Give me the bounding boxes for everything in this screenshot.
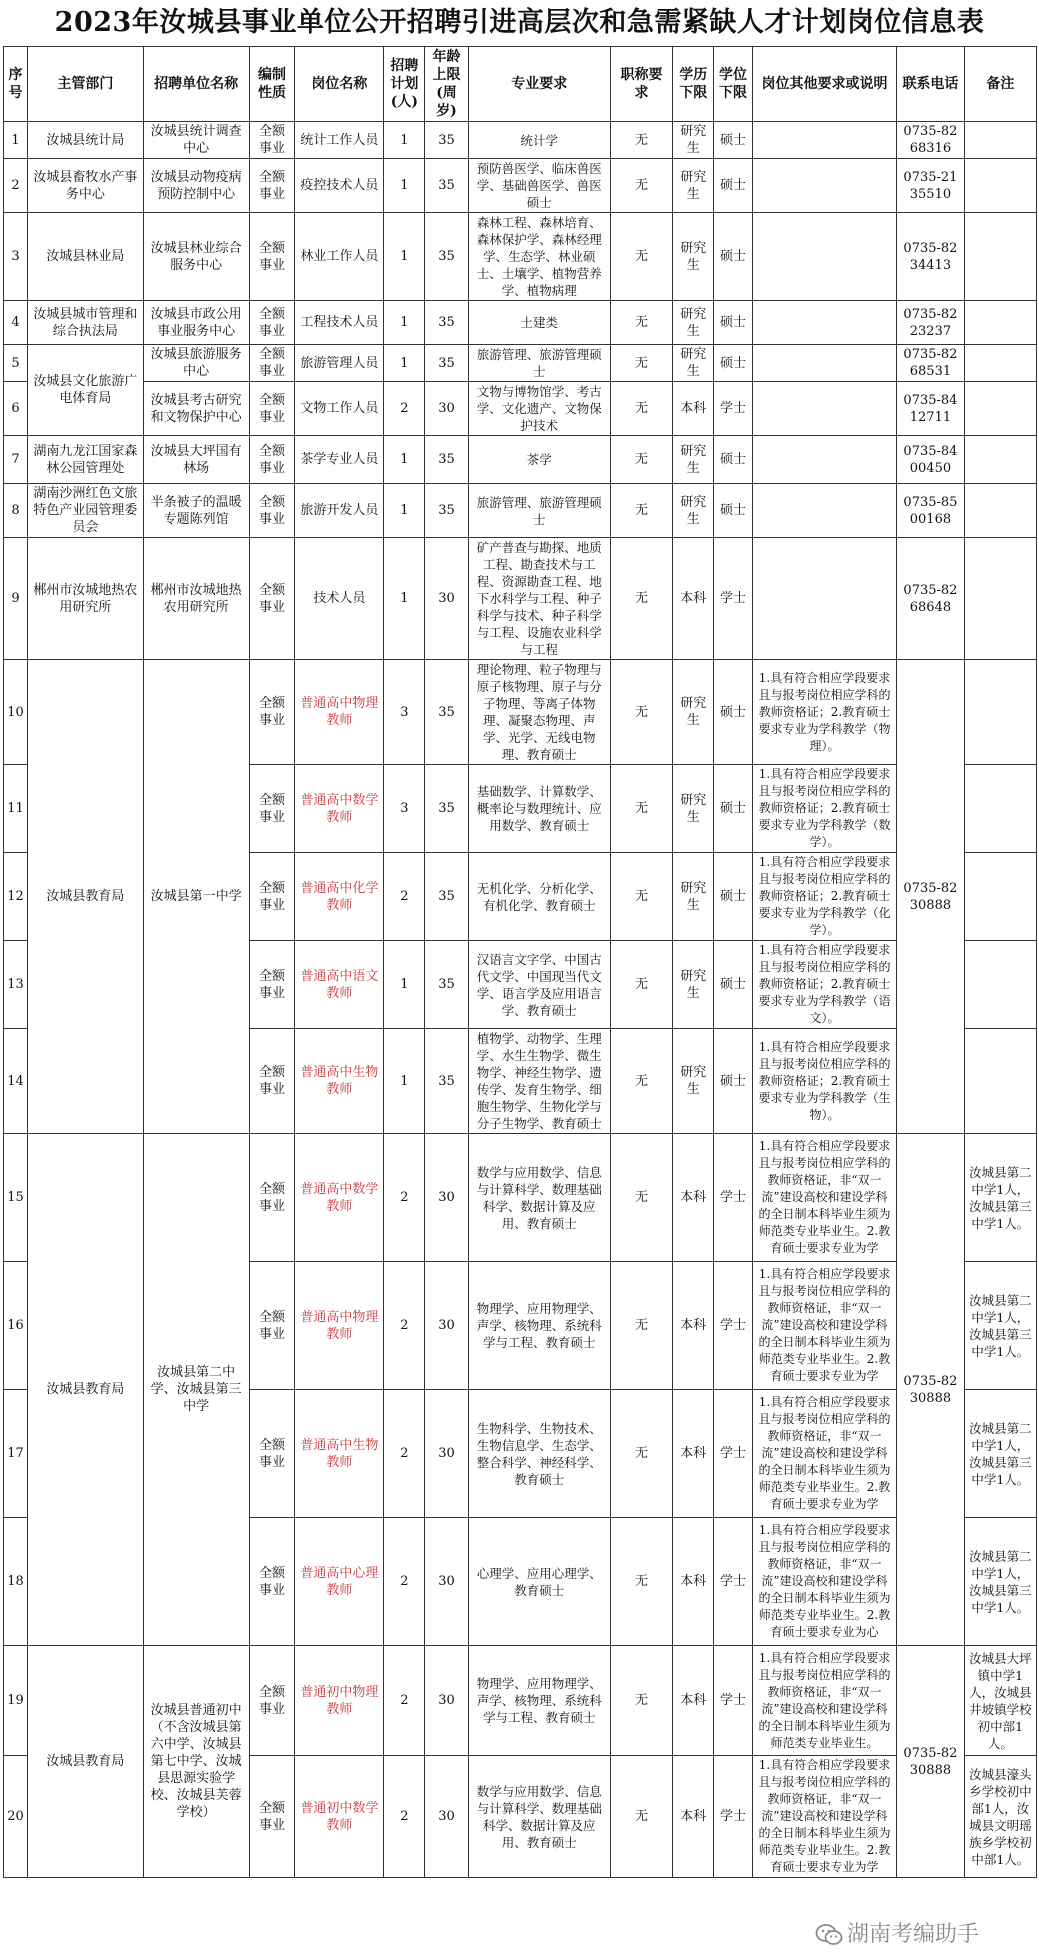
cell-age: 35: [425, 301, 468, 345]
cell-count: 2: [384, 1262, 425, 1390]
cell-post: 工程技术人员: [295, 301, 384, 345]
cell-edu: 本科: [673, 1390, 714, 1518]
cell-degree: 硕士: [714, 660, 753, 765]
cell-notes: [752, 159, 896, 213]
cell-dept: 汝城县畜牧水产事务中心: [28, 159, 144, 213]
cell-age: 35: [425, 436, 468, 484]
cell-count: 3: [384, 765, 425, 853]
cell-count: 2: [384, 1756, 425, 1878]
cell-major: 数学与应用数学、信息与计算科学、数理基础科学、数据计算及应用、教育硕士: [468, 1134, 610, 1262]
cell-major: 生物科学、生物技术、生物信息学、生态学、整合科学、神经科学、教育硕士: [468, 1390, 610, 1518]
cell-major: 旅游管理、旅游管理硕士: [468, 345, 610, 382]
cell-rank: 无: [610, 1518, 673, 1646]
cell-phone: 0735-8400450: [897, 436, 964, 484]
cell-degree: 硕士: [714, 301, 753, 345]
cell-rank: 无: [610, 382, 673, 436]
cell-major: 森林工程、森林培育、森林保护学、森林经理学、生态学、林业硕士、土壤学、植物营养学、植物病理: [468, 213, 610, 301]
cell-count: 1: [384, 345, 425, 382]
cell-edu: 研究生: [673, 941, 714, 1029]
cell-count: 1: [384, 941, 425, 1029]
cell-no: 14: [4, 1029, 28, 1134]
cell-unit: 汝城县林业综合服务中心: [143, 213, 249, 301]
cell-remark: [964, 436, 1036, 484]
header-major: 专业要求: [468, 47, 610, 122]
cell-notes: [752, 122, 896, 159]
cell-post: 茶学专业人员: [295, 436, 384, 484]
cell-remark: [964, 765, 1036, 853]
cell-type: 全额事业: [249, 660, 295, 765]
cell-dept: 郴州市汝城地热农用研究所: [28, 538, 144, 660]
cell-type: 全额事业: [249, 538, 295, 660]
cell-type: 全额事业: [249, 1518, 295, 1646]
cell-rank: 无: [610, 1262, 673, 1390]
cell-age: 35: [425, 941, 468, 1029]
cell-major: 基础数学、计算数学、概率论与数理统计、应用数学、教育硕士: [468, 765, 610, 853]
cell-unit: 汝城县大坪国有林场: [143, 436, 249, 484]
cell-edu: 本科: [673, 1518, 714, 1646]
cell-post: 普通高中数学教师: [295, 1134, 384, 1262]
cell-post: 普通高中语文教师: [295, 941, 384, 1029]
cell-no: 7: [4, 436, 28, 484]
cell-no: 18: [4, 1518, 28, 1646]
header-row: [4, 47, 1037, 122]
cell-no: 15: [4, 1134, 28, 1262]
cell-degree: 硕士: [714, 345, 753, 382]
cell-count: 1: [384, 1029, 425, 1134]
cell-type: 全额事业: [249, 345, 295, 382]
cell-dept: 湖南九龙江国家森林公园管理处: [28, 436, 144, 484]
cell-no: 19: [4, 1646, 28, 1756]
cell-count: 2: [384, 1518, 425, 1646]
cell-unit: 半条被子的温暖专题陈列馆: [143, 484, 249, 538]
cell-rank: 无: [610, 765, 673, 853]
cell-degree: 学士: [714, 1518, 753, 1646]
cell-phone: 0735-8230888: [897, 1646, 964, 1878]
cell-major: 数学与应用数学、信息与计算科学、数理基础科学、数据计算及应用、教育硕士: [468, 1756, 610, 1878]
cell-edu: 研究生: [673, 436, 714, 484]
cell-count: 1: [384, 538, 425, 660]
cell-post: 普通高中心理教师: [295, 1518, 384, 1646]
cell-major: 旅游管理、旅游管理硕士: [468, 484, 610, 538]
cell-age: 35: [425, 765, 468, 853]
cell-type: 全额事业: [249, 1029, 295, 1134]
cell-count: 1: [384, 301, 425, 345]
cell-age: 35: [425, 213, 468, 301]
table-row: [4, 159, 1037, 213]
cell-no: 10: [4, 660, 28, 765]
cell-post: 普通初中数学教师: [295, 1756, 384, 1878]
cell-count: 3: [384, 660, 425, 765]
cell-edu: 本科: [673, 1262, 714, 1390]
cell-count: 2: [384, 1390, 425, 1518]
cell-rank: 无: [610, 1134, 673, 1262]
cell-edu: 研究生: [673, 484, 714, 538]
cell-no: 12: [4, 853, 28, 941]
cell-phone: 0735-8500168: [897, 484, 964, 538]
cell-degree: 硕士: [714, 213, 753, 301]
cell-rank: 无: [610, 853, 673, 941]
cell-post: 普通高中数学教师: [295, 765, 384, 853]
table-row: [4, 345, 1037, 382]
cell-type: 全额事业: [249, 1646, 295, 1756]
cell-age: 35: [425, 660, 468, 765]
cell-dept: 汝城县教育局: [28, 660, 144, 1134]
cell-post: 旅游管理人员: [295, 345, 384, 382]
cell-degree: 学士: [714, 1646, 753, 1756]
cell-age: 35: [425, 159, 468, 213]
cell-edu: 研究生: [673, 765, 714, 853]
table-row: [4, 1134, 1037, 1262]
cell-type: 全额事业: [249, 301, 295, 345]
cell-remark: [964, 484, 1036, 538]
cell-age: 30: [425, 1646, 468, 1756]
cell-post: 普通高中生物教师: [295, 1390, 384, 1518]
cell-no: 4: [4, 301, 28, 345]
cell-edu: 本科: [673, 538, 714, 660]
header-no: 序号: [4, 47, 28, 122]
cell-degree: 学士: [714, 538, 753, 660]
cell-type: 全额事业: [249, 213, 295, 301]
cell-age: 35: [425, 853, 468, 941]
cell-major: 统计学: [468, 122, 610, 159]
cell-remark: [964, 301, 1036, 345]
table-row: [4, 301, 1037, 345]
cell-remark: 汝城县第二中学1人，汝城县第三中学1人。: [964, 1390, 1036, 1518]
header-dept: 主管部门: [28, 47, 144, 122]
cell-notes: 1.具有符合相应学段要求且与报考岗位相应学科的教师资格证；2.教育硕士要求专业为学科教学（数学）。: [752, 765, 896, 853]
cell-age: 35: [425, 122, 468, 159]
cell-degree: 学士: [714, 1756, 753, 1878]
cell-type: 全额事业: [249, 382, 295, 436]
cell-no: 3: [4, 213, 28, 301]
cell-remark: [964, 538, 1036, 660]
cell-phone: 0735-8223237: [897, 301, 964, 345]
cell-major: 理论物理、粒子物理与原子核物理、原子与分子物理、等离子体物理、凝聚态物理、声学、光学、无线电物理、教育硕士: [468, 660, 610, 765]
cell-no: 6: [4, 382, 28, 436]
cell-type: 全额事业: [249, 765, 295, 853]
cell-degree: 学士: [714, 1390, 753, 1518]
cell-major: 汉语言文字学、中国古代文学、中国现当代文学、语言学及应用语言学、教育硕士: [468, 941, 610, 1029]
cell-edu: 研究生: [673, 853, 714, 941]
cell-dept: 汝城县教育局: [28, 1646, 144, 1878]
cell-rank: 无: [610, 1756, 673, 1878]
cell-remark: [964, 1029, 1036, 1134]
cell-age: 30: [425, 1756, 468, 1878]
cell-phone: 0735-2135510: [897, 159, 964, 213]
cell-major: 矿产普查与勘探、地质工程、勘查技术与工程、资源勘查工程、地下水科学与工程、种子科学与技术、种子科学与工程、设施农业科学与工程: [468, 538, 610, 660]
watermark-text: 湖南考编助手: [847, 1922, 980, 1947]
cell-edu: 本科: [673, 1646, 714, 1756]
wechat-icon: [815, 1923, 843, 1947]
cell-notes: 1.具有符合相应学段要求且与报考岗位相应学科的教师资格证，非“双一流”建设高校和建设学科的全日制本科毕业生须为师范类专业毕业生。2.教育硕士要求专业为心: [752, 1518, 896, 1646]
cell-type: 全额事业: [249, 484, 295, 538]
cell-no: 16: [4, 1262, 28, 1390]
cell-major: 无机化学、分析化学、有机化学、教育硕士: [468, 853, 610, 941]
cell-type: 全额事业: [249, 122, 295, 159]
cell-degree: 学士: [714, 1134, 753, 1262]
cell-major: 土建类: [468, 301, 610, 345]
cell-rank: 无: [610, 301, 673, 345]
cell-unit: 汝城县考古研究和文物保护中心: [143, 382, 249, 436]
cell-post: 林业工作人员: [295, 213, 384, 301]
cell-dept: 汝城县统计局: [28, 122, 144, 159]
cell-rank: 无: [610, 345, 673, 382]
cell-age: 30: [425, 1518, 468, 1646]
cell-remark: [964, 941, 1036, 1029]
cell-age: 30: [425, 1134, 468, 1262]
cell-no: 8: [4, 484, 28, 538]
cell-edu: 研究生: [673, 213, 714, 301]
cell-phone: 0735-8268316: [897, 122, 964, 159]
cell-notes: [752, 382, 896, 436]
cell-type: 全额事业: [249, 1756, 295, 1878]
cell-dept: 汝城县林业局: [28, 213, 144, 301]
cell-edu: 本科: [673, 1134, 714, 1262]
cell-post: 旅游开发人员: [295, 484, 384, 538]
table-row: [4, 436, 1037, 484]
cell-count: 1: [384, 436, 425, 484]
header-unit: 招聘单位名称: [143, 47, 249, 122]
cell-count: 2: [384, 382, 425, 436]
cell-phone: 0735-8230888: [897, 660, 964, 1134]
cell-type: 全额事业: [249, 853, 295, 941]
header-edu: 学历下限: [673, 47, 714, 122]
cell-dept: 汝城县教育局: [28, 1134, 144, 1646]
cell-age: 35: [425, 345, 468, 382]
cell-degree: 硕士: [714, 765, 753, 853]
cell-no: 1: [4, 122, 28, 159]
cell-type: 全额事业: [249, 1390, 295, 1518]
table-row: [4, 484, 1037, 538]
table-row: [4, 213, 1037, 301]
cell-post: 疫控技术人员: [295, 159, 384, 213]
cell-remark: [964, 382, 1036, 436]
cell-notes: 1.具有符合相应学段要求且与报考岗位相应学科的教师资格证，非“双一流”建设高校和建设学科的全日制本科毕业生须为师范类专业毕业生。2.教育硕士要求专业为学: [752, 1756, 896, 1878]
cell-notes: [752, 538, 896, 660]
cell-count: 1: [384, 122, 425, 159]
cell-type: 全额事业: [249, 941, 295, 1029]
cell-edu: 研究生: [673, 301, 714, 345]
cell-remark: [964, 122, 1036, 159]
cell-rank: 无: [610, 484, 673, 538]
cell-type: 全额事业: [249, 1262, 295, 1390]
cell-phone: 0735-8268531: [897, 345, 964, 382]
cell-remark: [964, 660, 1036, 765]
cell-post: 文物工作人员: [295, 382, 384, 436]
cell-unit: 郴州市汝城地热农用研究所: [143, 538, 249, 660]
cell-type: 全额事业: [249, 436, 295, 484]
cell-type: 全额事业: [249, 1134, 295, 1262]
cell-no: 9: [4, 538, 28, 660]
cell-major: 心理学、应用心理学、教育硕士: [468, 1518, 610, 1646]
cell-remark: 汝城县第二中学1人，汝城县第三中学1人。: [964, 1262, 1036, 1390]
header-type: 编制性质: [249, 47, 295, 122]
cell-unit: 汝城县第二中学、汝城县第三中学: [143, 1134, 249, 1646]
cell-age: 35: [425, 484, 468, 538]
cell-count: 1: [384, 213, 425, 301]
cell-notes: 1.具有符合相应学段要求且与报考岗位相应学科的教师资格证，非“双一流”建设高校和建设学科的全日制本科毕业生须为师范类专业毕业生。: [752, 1646, 896, 1756]
cell-age: 30: [425, 1390, 468, 1518]
cell-age: 30: [425, 382, 468, 436]
cell-age: 35: [425, 1029, 468, 1134]
cell-edu: 研究生: [673, 122, 714, 159]
header-count: 招聘计划(人): [384, 47, 425, 122]
cell-unit: 汝城县普通初中（不含汝城县第六中学、汝城县第七中学、汝城县思源实验学校、汝城县芙蓉学校）: [143, 1646, 249, 1878]
cell-rank: 无: [610, 436, 673, 484]
cell-rank: 无: [610, 1029, 673, 1134]
cell-no: 13: [4, 941, 28, 1029]
cell-rank: 无: [610, 1646, 673, 1756]
cell-edu: 本科: [673, 382, 714, 436]
table-row: [4, 382, 1037, 436]
cell-post: 普通高中生物教师: [295, 1029, 384, 1134]
cell-rank: 无: [610, 122, 673, 159]
cell-rank: 无: [610, 1390, 673, 1518]
header-remark: 备注: [964, 47, 1036, 122]
cell-rank: 无: [610, 538, 673, 660]
cell-phone: 0735-8230888: [897, 1134, 964, 1646]
header-rank: 职称要求: [610, 47, 673, 122]
header-notes: 岗位其他要求或说明: [752, 47, 896, 122]
cell-unit: 汝城县动物疫病预防控制中心: [143, 159, 249, 213]
cell-unit: 汝城县第一中学: [143, 660, 249, 1134]
cell-notes: 1.具有符合相应学段要求且与报考岗位相应学科的教师资格证；2.教育硕士要求专业为学科教学（物理）。: [752, 660, 896, 765]
cell-dept: 汝城县文化旅游广电体育局: [28, 345, 144, 436]
cell-edu: 研究生: [673, 660, 714, 765]
cell-remark: [964, 345, 1036, 382]
cell-rank: 无: [610, 941, 673, 1029]
cell-edu: 本科: [673, 1756, 714, 1878]
watermark: [815, 1918, 979, 1952]
cell-remark: [964, 853, 1036, 941]
cell-remark: [964, 159, 1036, 213]
cell-post: 技术人员: [295, 538, 384, 660]
cell-major: 预防兽医学、临床兽医学、基础兽医学、兽医硕士: [468, 159, 610, 213]
cell-rank: 无: [610, 159, 673, 213]
cell-major: 物理学、应用物理学、声学、核物理、系统科学与工程、教育硕士: [468, 1262, 610, 1390]
cell-degree: 硕士: [714, 853, 753, 941]
cell-notes: 1.具有符合相应学段要求且与报考岗位相应学科的教师资格证，非“双一流”建设高校和建设学科的全日制本科毕业生须为师范类专业毕业生。2.教育硕士要求专业为学: [752, 1262, 896, 1390]
cell-degree: 硕士: [714, 122, 753, 159]
cell-age: 30: [425, 1262, 468, 1390]
cell-post: 普通高中物理教师: [295, 1262, 384, 1390]
cell-unit: 汝城县统计调查中心: [143, 122, 249, 159]
cell-no: 5: [4, 345, 28, 382]
cell-count: 1: [384, 159, 425, 213]
header-degree: 学位下限: [714, 47, 753, 122]
cell-dept: 湖南沙洲红色文旅特色产业园管理委员会: [28, 484, 144, 538]
cell-major: 茶学: [468, 436, 610, 484]
cell-notes: 1.具有符合相应学段要求且与报考岗位相应学科的教师资格证；2.教育硕士要求专业为学科教学（生物）。: [752, 1029, 896, 1134]
cell-degree: 硕士: [714, 1029, 753, 1134]
cell-degree: 硕士: [714, 436, 753, 484]
cell-degree: 硕士: [714, 484, 753, 538]
cell-dept: 汝城县城市管理和综合执法局: [28, 301, 144, 345]
cell-major: 植物学、动物学、生理学、水生生物学、微生物学、神经生物学、遗传学、发育生物学、细胞生物学、生物化学与分子生物学、教育硕士: [468, 1029, 610, 1134]
cell-post: 普通初中物理教师: [295, 1646, 384, 1756]
cell-notes: [752, 301, 896, 345]
cell-type: 全额事业: [249, 159, 295, 213]
cell-notes: 1.具有符合相应学段要求且与报考岗位相应学科的教师资格证，非“双一流”建设高校和建设学科的全日制本科毕业生须为师范类专业毕业生。2.教育硕士要求专业为学: [752, 1134, 896, 1262]
cell-major: 物理学、应用物理学、声学、核物理、系统科学与工程、教育硕士: [468, 1646, 610, 1756]
cell-notes: 1.具有符合相应学段要求且与报考岗位相应学科的教师资格证；2.教育硕士要求专业为学科教学（化学）。: [752, 853, 896, 941]
cell-degree: 学士: [714, 1262, 753, 1390]
cell-remark: 汝城县大坪镇中学1人，汝城县井坡镇学校初中部1人。: [964, 1646, 1036, 1756]
cell-notes: 1.具有符合相应学段要求且与报考岗位相应学科的教师资格证，非“双一流”建设高校和建设学科的全日制本科毕业生须为师范类专业毕业生。2.教育硕士要求专业为学: [752, 1390, 896, 1518]
cell-no: 17: [4, 1390, 28, 1518]
positions-table: [3, 46, 1037, 1878]
table-row: [4, 122, 1037, 159]
cell-degree: 硕士: [714, 159, 753, 213]
cell-degree: 硕士: [714, 941, 753, 1029]
cell-no: 2: [4, 159, 28, 213]
table-row: [4, 1646, 1037, 1756]
cell-remark: 汝城县第二中学1人，汝城县第三中学1人。: [964, 1134, 1036, 1262]
cell-age: 30: [425, 538, 468, 660]
cell-remark: 汝城县濠头乡学校初中部1人，汝城县文明瑶族乡学校初中部1人。: [964, 1756, 1036, 1878]
cell-degree: 学士: [714, 382, 753, 436]
cell-edu: 研究生: [673, 1029, 714, 1134]
cell-post: 普通高中化学教师: [295, 853, 384, 941]
header-phone: 联系电话: [897, 47, 964, 122]
table-row: [4, 538, 1037, 660]
cell-count: 2: [384, 853, 425, 941]
cell-unit: 汝城县旅游服务中心: [143, 345, 249, 382]
cell-edu: 研究生: [673, 159, 714, 213]
cell-rank: 无: [610, 660, 673, 765]
cell-unit: 汝城县市政公用事业服务中心: [143, 301, 249, 345]
cell-post: 普通高中物理教师: [295, 660, 384, 765]
cell-no: 20: [4, 1756, 28, 1878]
cell-count: 1: [384, 484, 425, 538]
cell-no: 11: [4, 765, 28, 853]
cell-remark: [964, 213, 1036, 301]
cell-notes: [752, 213, 896, 301]
cell-post: 统计工作人员: [295, 122, 384, 159]
cell-notes: [752, 436, 896, 484]
cell-notes: 1.具有符合相应学段要求且与报考岗位相应学科的教师资格证；2.教育硕士要求专业为学科教学（语文）。: [752, 941, 896, 1029]
cell-major: 文物与博物馆学、考古学、文化遗产、文物保护技术: [468, 382, 610, 436]
table-row: [4, 660, 1037, 765]
cell-count: 2: [384, 1646, 425, 1756]
header-age: 年龄上限(周岁): [425, 47, 468, 122]
cell-phone: 0735-8268648: [897, 538, 964, 660]
page-title: 2023年汝城县事业单位公开招聘引进高层次和急需紧缺人才计划岗位信息表: [54, 7, 985, 38]
cell-edu: 研究生: [673, 345, 714, 382]
cell-notes: [752, 484, 896, 538]
cell-phone: 0735-8234413: [897, 213, 964, 301]
header-post: 岗位名称: [295, 47, 384, 122]
cell-notes: [752, 345, 896, 382]
cell-remark: 汝城县第二中学1人，汝城县第三中学1人。: [964, 1518, 1036, 1646]
cell-count: 2: [384, 1134, 425, 1262]
cell-phone: 0735-8412711: [897, 382, 964, 436]
cell-rank: 无: [610, 213, 673, 301]
